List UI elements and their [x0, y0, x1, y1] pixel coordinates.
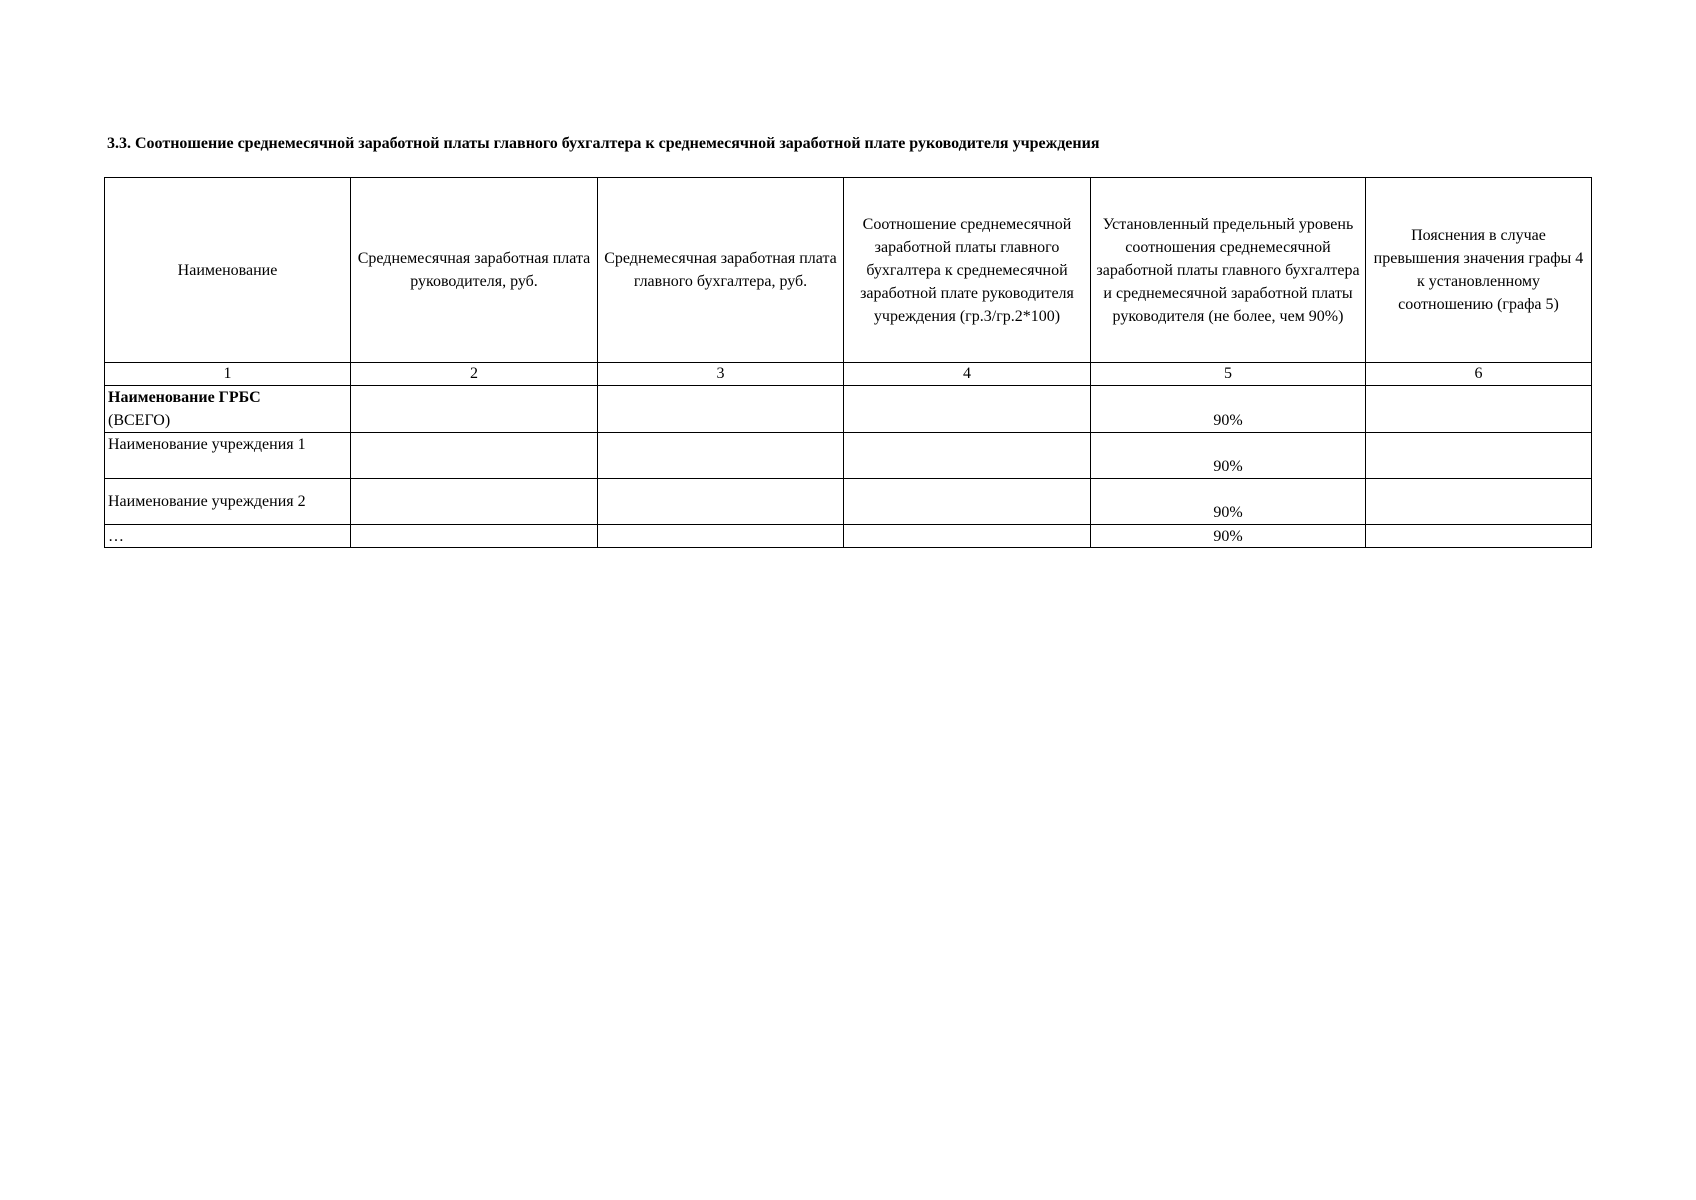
row-name: Наименование учреждения 2: [105, 479, 351, 525]
table-row: [105, 525, 1592, 548]
header-director-salary: Среднемесячная заработная плата руководителя, руб.: [351, 178, 598, 363]
column-number: 5: [1091, 363, 1366, 386]
ratio-cell: [844, 433, 1091, 479]
ratio-table: [104, 177, 1592, 548]
ratio-cell: [844, 386, 1091, 433]
explanation-cell: [1366, 525, 1592, 548]
accountant-salary-cell: [598, 386, 844, 433]
table-row: [105, 433, 1592, 479]
column-number: 2: [351, 363, 598, 386]
row-name-cell: [105, 386, 351, 433]
column-number: 6: [1366, 363, 1592, 386]
section-title: 3.3. Соотношение среднемесячной заработной платы главного бухгалтера к среднемесячной заработной плате руководителя учреждения: [107, 135, 1100, 152]
row-name-bold: Наименование ГРБС: [108, 389, 261, 406]
limit-cell: 90%: [1091, 525, 1366, 548]
header-limit: Установленный предельный уровень соотношения среднемесячной заработной платы главного бухгалтера и среднемесячной заработной платы руководителя (не более, чем 90%): [1091, 178, 1366, 363]
limit-cell: 90%: [1091, 479, 1366, 525]
header-name: Наименование: [105, 178, 351, 363]
row-name: …: [105, 525, 351, 548]
ratio-cell: [844, 479, 1091, 525]
accountant-salary-cell: [598, 479, 844, 525]
ratio-cell: [844, 525, 1091, 548]
accountant-salary-cell: [598, 433, 844, 479]
explanation-cell: [1366, 479, 1592, 525]
explanation-cell: [1366, 386, 1592, 433]
accountant-salary-cell: [598, 525, 844, 548]
limit-cell: 90%: [1091, 433, 1366, 479]
table-row-grbs-total: [105, 386, 1592, 433]
header-accountant-salary: Среднемесячная заработная плата главного бухгалтера, руб.: [598, 178, 844, 363]
director-salary-cell: [351, 525, 598, 548]
column-number: 3: [598, 363, 844, 386]
explanation-cell: [1366, 433, 1592, 479]
director-salary-cell: [351, 479, 598, 525]
column-number: 4: [844, 363, 1091, 386]
table-row: [105, 479, 1592, 525]
director-salary-cell: [351, 433, 598, 479]
table-header-row: [105, 178, 1592, 363]
column-number: 1: [105, 363, 351, 386]
header-explanation: Пояснения в случае превышения значения графы 4 к установленному соотношению (графа 5): [1366, 178, 1592, 363]
limit-cell: 90%: [1091, 386, 1366, 433]
row-name: (ВСЕГО): [108, 412, 171, 429]
director-salary-cell: [351, 386, 598, 433]
row-name: Наименование учреждения 1: [105, 433, 351, 479]
column-number-row: [105, 363, 1592, 386]
header-ratio: Соотношение среднемесячной заработной платы главного бухгалтера к среднемесячной заработной плате руководителя учреждения (гр.3/гр.2*100): [844, 178, 1091, 363]
